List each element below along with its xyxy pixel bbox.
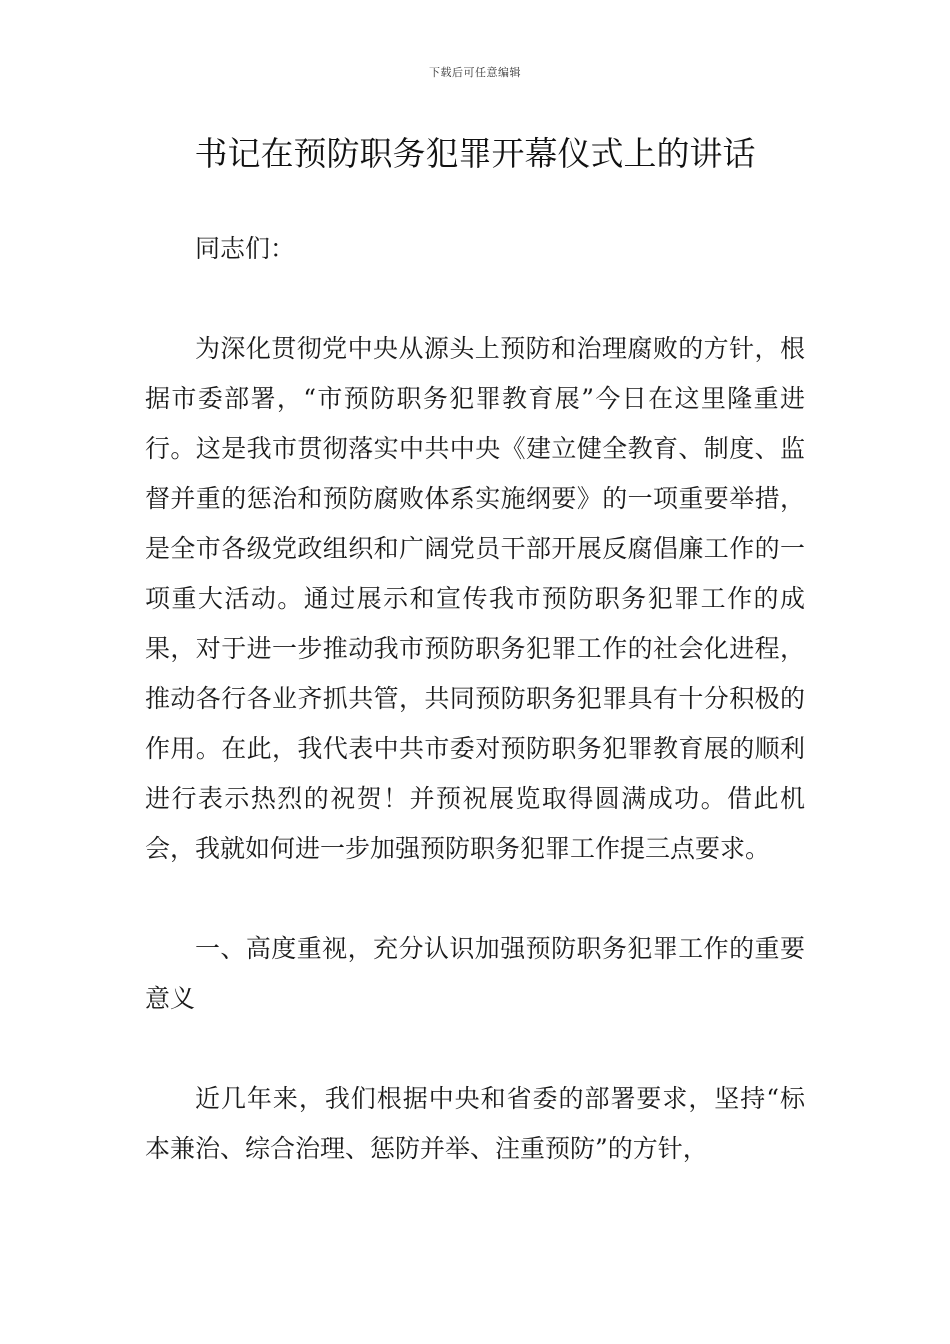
paragraph-section1: 近几年来，我们根据中央和省委的部署要求，坚持“标本兼治、综合治理、惩防并举、注重预防”的方针，: [145, 1084, 805, 1163]
section-heading-1: 一、高度重视，充分认识加强预防职务犯罪工作的重要意义: [145, 934, 805, 1013]
paragraph-intro: 为深化贯彻党中央从源头上预防和治理腐败的方针，根据市委部署，“市预防职务犯罪教育展”今日在这里隆重进行。这是我市贯彻落实中共中央《建立健全教育、制度、监督并重的惩治和预防腐败体系实施纲要》的一项重要举措，是全市各级党政组织和广阔党员干部开展反腐倡廉工作的一项重大活动。通过展示和宣传我市预防职务犯罪工作的成果，对于进一步推动我市预防职务犯罪工作的社会化进程，推动各行各业齐抓共管，共同预防职务犯罪具有十分积极的作用。在此，我代表中共市委对预防职务犯罪教育展的顺利进行表示热烈的祝贺！并预祝展览取得圆满成功。借此机会，我就如何进一步加强预防职务犯罪工作提三点要求。: [145, 334, 805, 863]
greeting: 同志们：: [195, 234, 296, 263]
document-title: 书记在预防职务犯罪开幕仪式上的讲话: [194, 134, 756, 173]
header-note: 下载后可任意编辑: [429, 66, 521, 79]
document-body: [145, 224, 805, 1174]
